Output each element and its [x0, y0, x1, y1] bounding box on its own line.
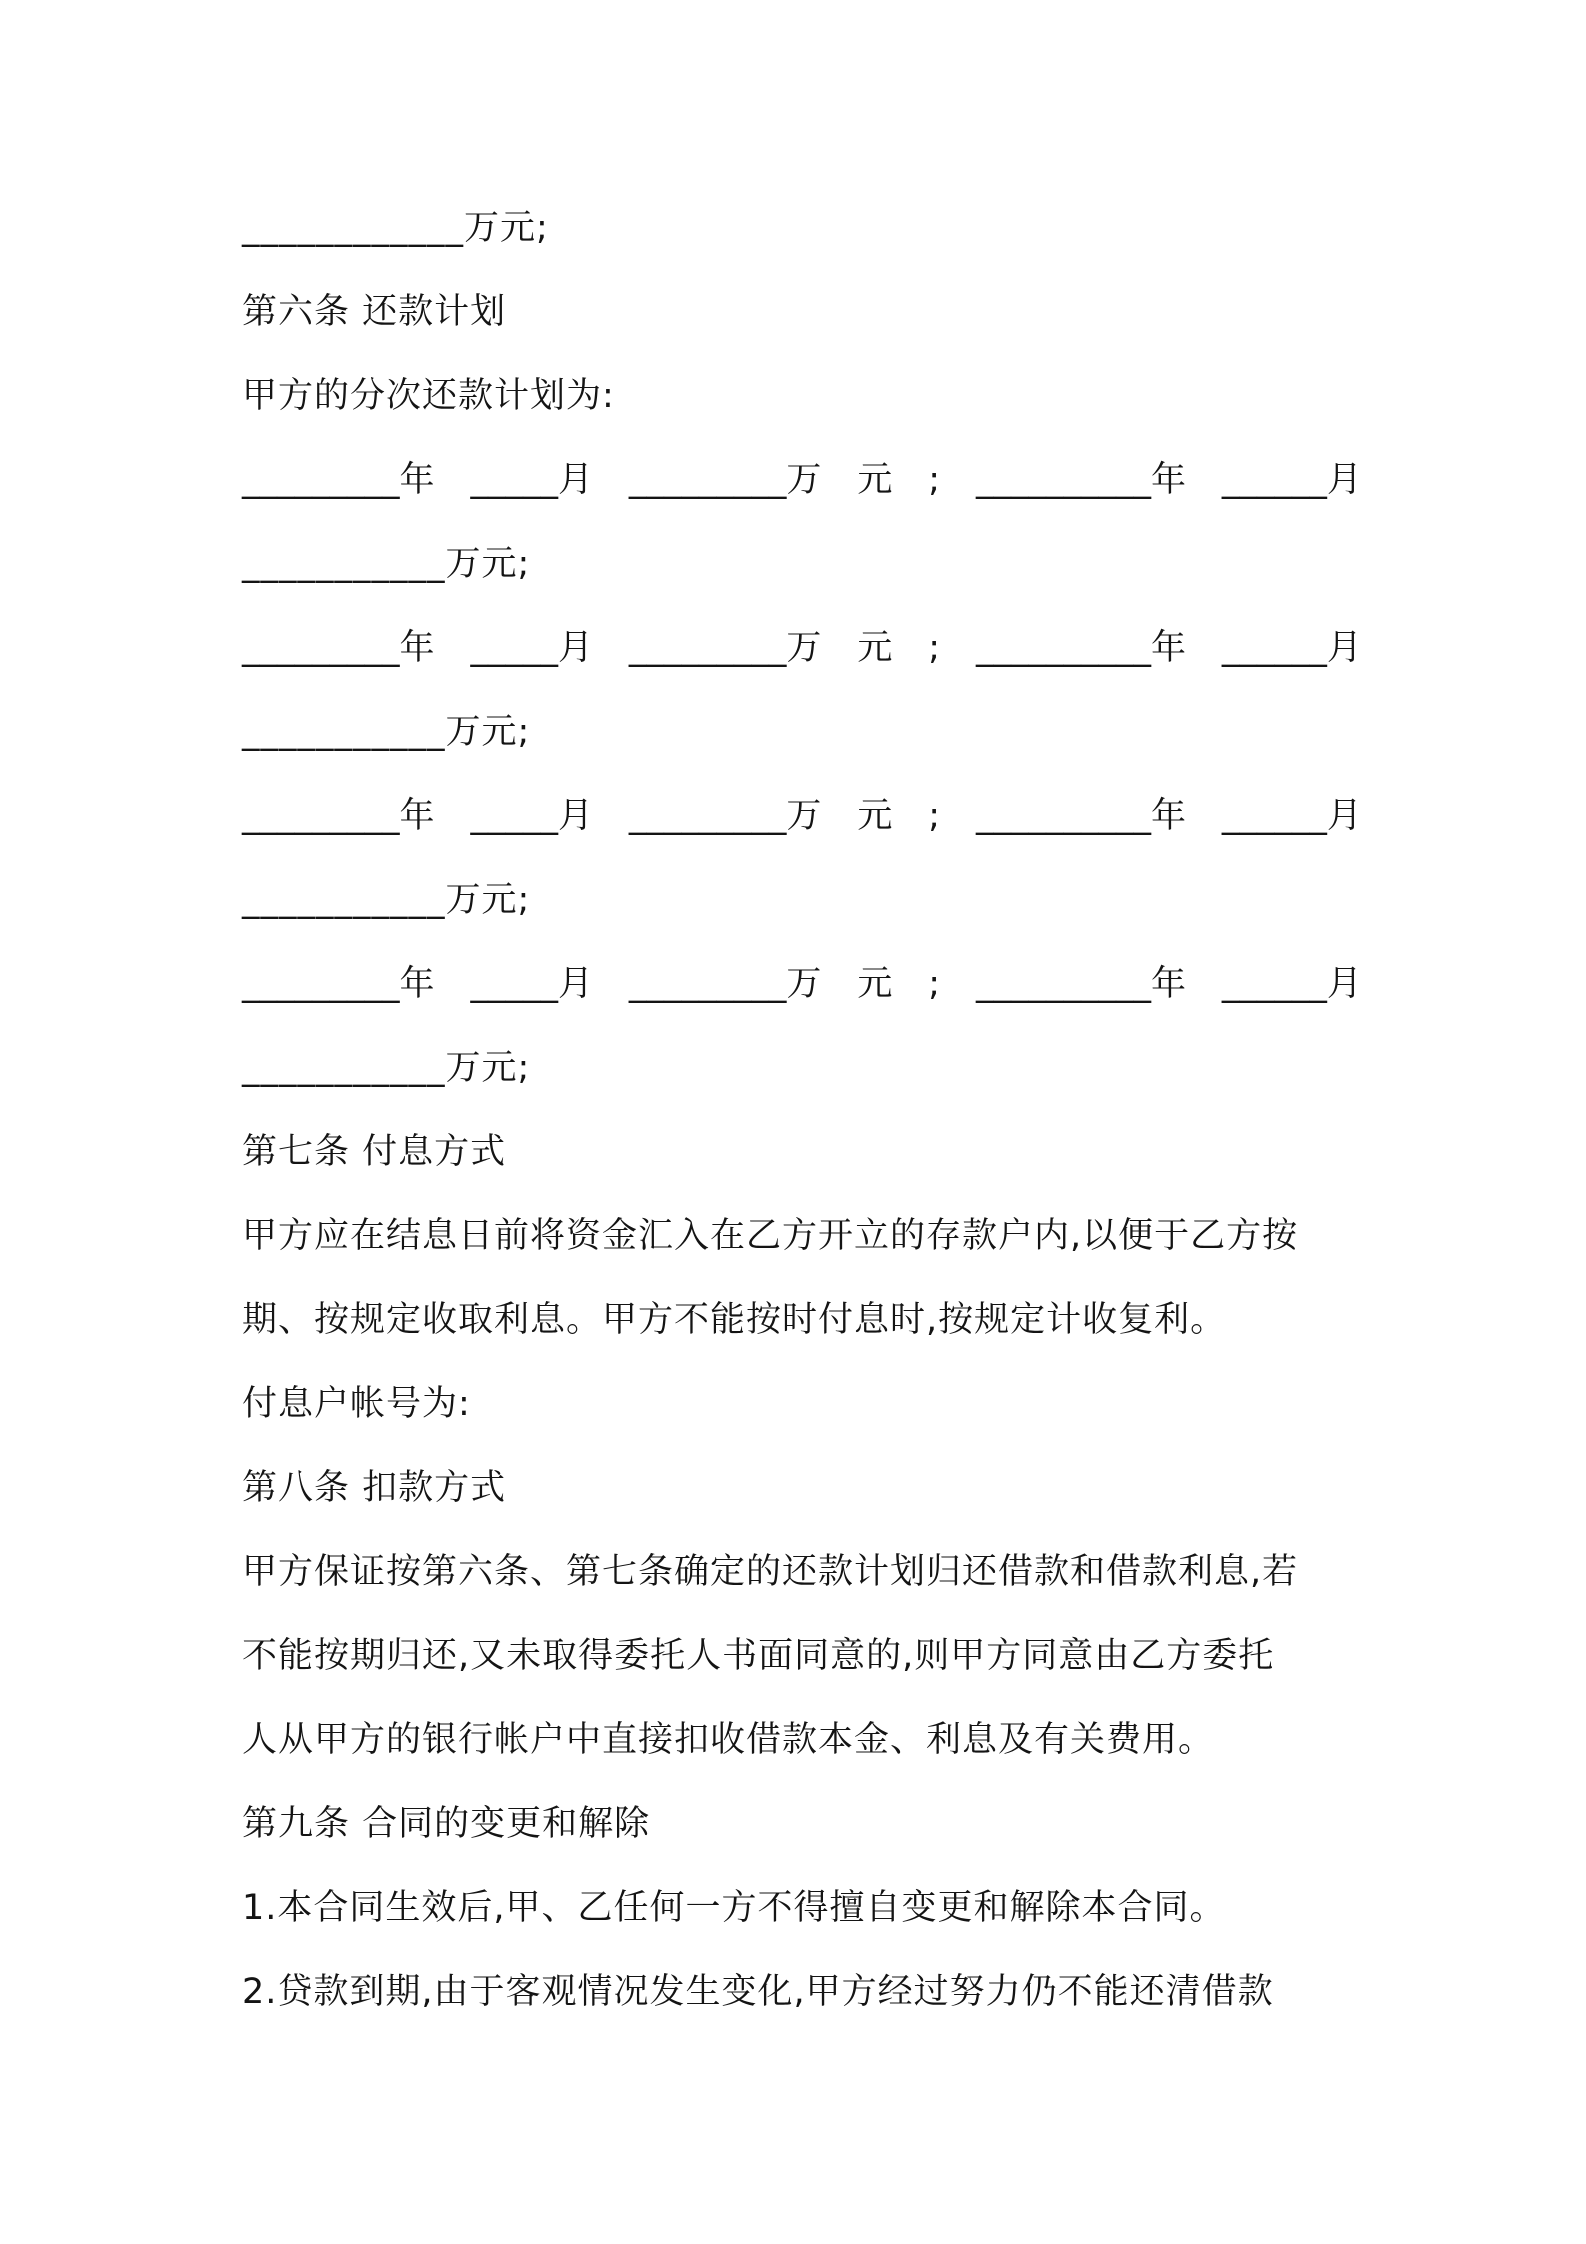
separator: ;	[928, 460, 941, 500]
year-blank: __________年	[975, 460, 1186, 500]
article-heading: 第八条 扣款方式	[242, 1468, 507, 1508]
text-line: 人从甲方的银行帐户中直接扣收借款本金、利息及有关费用。	[242, 1720, 1215, 1760]
month-blank: ______月	[1221, 628, 1362, 668]
text-line: 甲方保证按第六条、第七条确定的还款计划归还借款和借款利息,若	[242, 1552, 1299, 1592]
year-blank: _________年	[242, 796, 435, 836]
unit-text: 元	[857, 628, 893, 668]
article-heading: 第九条 合同的变更和解除	[242, 1804, 651, 1844]
schedule-row	[242, 606, 1362, 690]
amount-blank: _________万	[628, 796, 822, 836]
schedule-row	[242, 438, 1362, 522]
amount-blank: _________万	[628, 964, 822, 1004]
month-blank: _____月	[470, 964, 593, 1004]
amount-blank: _________万	[628, 460, 822, 500]
unit-text: 元	[857, 460, 893, 500]
article-heading: 第六条 还款计划	[242, 292, 507, 332]
separator: ;	[928, 796, 941, 836]
amount-blank: _________万	[628, 628, 822, 668]
text-line: ____________万元;	[242, 208, 549, 248]
amount-line: ___________万元;	[242, 712, 531, 752]
separator: ;	[928, 964, 941, 1004]
month-blank: _____月	[470, 628, 593, 668]
month-blank: _____月	[470, 460, 593, 500]
month-blank: _____月	[470, 796, 593, 836]
year-blank: _________年	[242, 460, 435, 500]
text-line: 1.本合同生效后,甲、乙任何一方不得擅自变更和解除本合同。	[242, 1888, 1226, 1928]
year-blank: __________年	[975, 628, 1186, 668]
month-blank: ______月	[1221, 460, 1362, 500]
amount-line: ___________万元;	[242, 544, 531, 584]
text-line: 2.贷款到期,由于客观情况发生变化,甲方经过努力仍不能还清借款	[242, 1972, 1274, 2012]
unit-text: 元	[857, 796, 893, 836]
year-blank: _________年	[242, 628, 435, 668]
month-blank: ______月	[1221, 964, 1362, 1004]
unit-text: 元	[857, 964, 893, 1004]
article-heading: 第七条 付息方式	[242, 1132, 507, 1172]
year-blank: __________年	[975, 796, 1186, 836]
text-line: 期、按规定收取利息。甲方不能按时付息时,按规定计收复利。	[242, 1300, 1227, 1340]
text-line: 甲方应在结息日前将资金汇入在乙方开立的存款户内,以便于乙方按	[242, 1216, 1299, 1256]
year-blank: _________年	[242, 964, 435, 1004]
text-line: 甲方的分次还款计划为:	[242, 376, 615, 416]
text-line: 不能按期归还,又未取得委托人书面同意的,则甲方同意由乙方委托	[242, 1636, 1275, 1676]
text-line: 付息户帐号为:	[242, 1384, 471, 1424]
schedule-row	[242, 774, 1362, 858]
year-blank: __________年	[975, 964, 1186, 1004]
separator: ;	[928, 628, 941, 668]
month-blank: ______月	[1221, 796, 1362, 836]
amount-line: ___________万元;	[242, 1048, 531, 1088]
amount-line: ___________万元;	[242, 880, 531, 920]
schedule-row	[242, 942, 1362, 1026]
